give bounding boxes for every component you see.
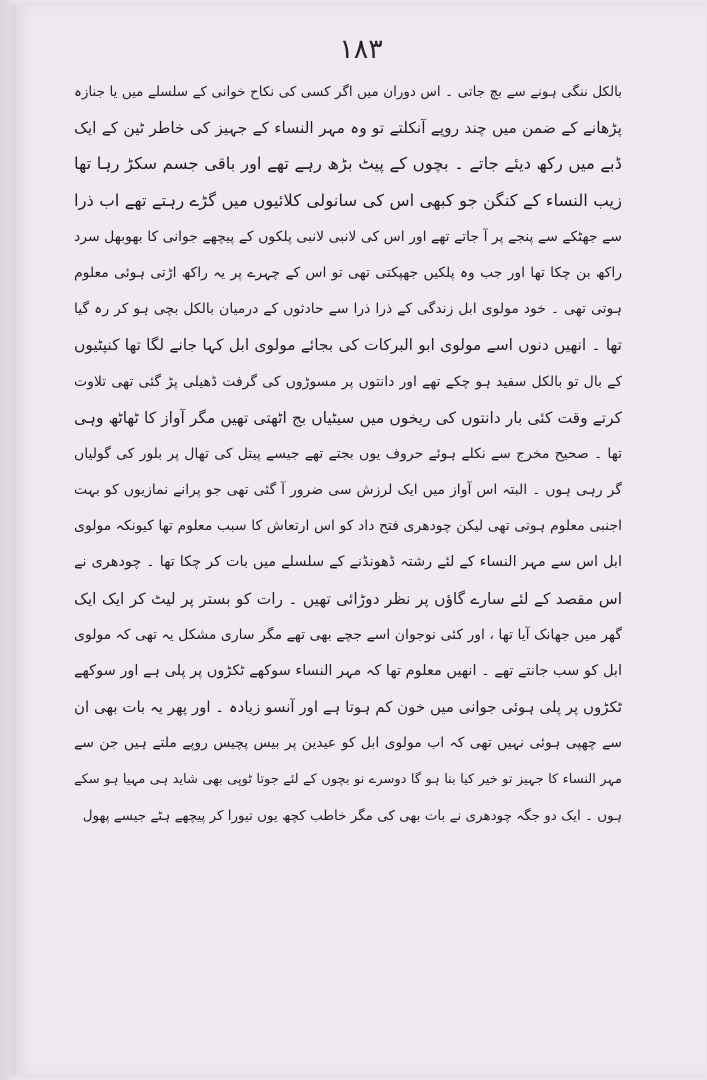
text-line: ابل اس سے مہر النساء کے لئے رشتہ ڈھونڈنے کے سلسلے میں بات کر چکا تھا ۔ چودھری نے bbox=[74, 554, 622, 571]
urdu-text-body bbox=[74, 74, 622, 834]
text-line: کے بال تو بالکل سفید ہو چکے تھے اور دانتوں پر مسوڑوں کی گرفت ڈھیلی پڑ گئی تھی تلاوت bbox=[74, 373, 622, 390]
text-line: ڈبے میں رکھ دیئے جاتے ۔ بچوں کے پیٹ بڑھ رہے تھے اور باقی جسم سکڑ رہا تھا bbox=[74, 154, 622, 174]
text-line: سے جھٹکے سے پنجے پر آ جاتے تھے اور اس کی لانبی لانبی پلکوں کے پیچھے جوانی کا بھوبھل سرد bbox=[74, 228, 622, 245]
page-binding-edge bbox=[0, 0, 14, 1080]
text-line: گھر میں جھانک آیا تھا ، اور کئی نوجوان اسے جچے بھی تھے مگر ساری مشکل یہ تھی کہ مولوی bbox=[74, 626, 622, 643]
text-line: مہر النساء کا جہیز تو خیر کیا بنا ہو گا دوسرے نو بچوں کے لئے جوتا ٹوپی بھی شاید ہی مہیا ہو سکے bbox=[74, 771, 622, 787]
text-line: کرتے وقت کئی بار دانتوں کی ریخوں میں سیٹیاں بج اٹھتی تھیں مگر آواز کا ٹھاٹھ وہی bbox=[74, 408, 622, 427]
text-line: گر رہی ہوں ۔ البتہ اس آواز میں ایک لرزش سی ضرور آ گئی تھی جو پرانے نمازیوں کو بہت bbox=[74, 482, 622, 499]
text-line: ٹکڑوں پر پلی ہوئی جوانی میں خون کم ہوتا ہے اور آنسو زیادہ ۔ اور پھر یہ بات بھی ان bbox=[74, 698, 622, 717]
text-line: تھا ۔ انھیں دنوں اسے مولوی ابو البرکات کی بجائے مولوی ابل کہا جانے لگا تھا کنپٹیوں bbox=[74, 336, 622, 355]
text-line: ابل کو سب جانتے تھے ۔ انھیں معلوم تھا کہ مہر النساء سوکھے ٹکڑوں پر پلی ہے اور سوکھے bbox=[74, 663, 622, 679]
text-line: بالکل ننگی ہونے سے بچ جاتی ۔ اس دوران میں اگر کسی کی نکاح خوانی کے سلسلے میں یا جنازہ bbox=[74, 84, 622, 100]
text-line: تھا ۔ صحیح مخرج سے نکلے ہوئے حروف یوں بجتے تھے جیسے پیتل کی تھال پر بلور کی گولیاں bbox=[74, 445, 622, 462]
text-line: پڑھانے کے ضمن میں چند روپے آنکلتے تو وہ مہر النساء کے جہیز کی خاطر ٹین کے ایک bbox=[74, 119, 622, 138]
text-line: ہوتی تھی ۔ خود مولوی ابل زندگی کے ذرا ذرا سے حادثوں کے درمیان بالکل بچی ہو کر رہ گیا bbox=[74, 301, 622, 318]
text-line: زیب النساء کے کنگن جو کبھی اس کی سانولی کلائیوں میں گڑے رہتے تھے اب ذرا bbox=[74, 190, 622, 210]
page-number: ۱۸۳ bbox=[339, 34, 383, 65]
text-line: سے چھپی ہوئی نہیں تھی کہ اب مولوی ابل کو عیدین پر بیس پچیس روپے ملتے ہیں جن سے bbox=[74, 735, 622, 752]
text-line: اجنبی معلوم ہوتی تھی لیکن چودھری فتح داد کو اس ارتعاش کا سبب معلوم تھا کیونکہ مولوی bbox=[74, 518, 622, 535]
text-line: اس مقصد کے لئے سارے گاؤں پر نظر دوڑائی تھیں ۔ رات کو بستر پر لیٹ کر ایک ایک bbox=[74, 589, 622, 608]
text-line: ہوں ۔ ایک دو جگہ چودھری نے بات بھی کی مگر خاطب کچھ یوں تیورا کر پیچھے ہٹے جیسے پھول bbox=[82, 807, 622, 824]
text-line: راکھ بن چکا تھا اور جب وہ پلکیں جھپکتی تھی تو اس کے چہرے پر یہ راکھ اڑتی ہوئی معلوم bbox=[74, 264, 622, 281]
